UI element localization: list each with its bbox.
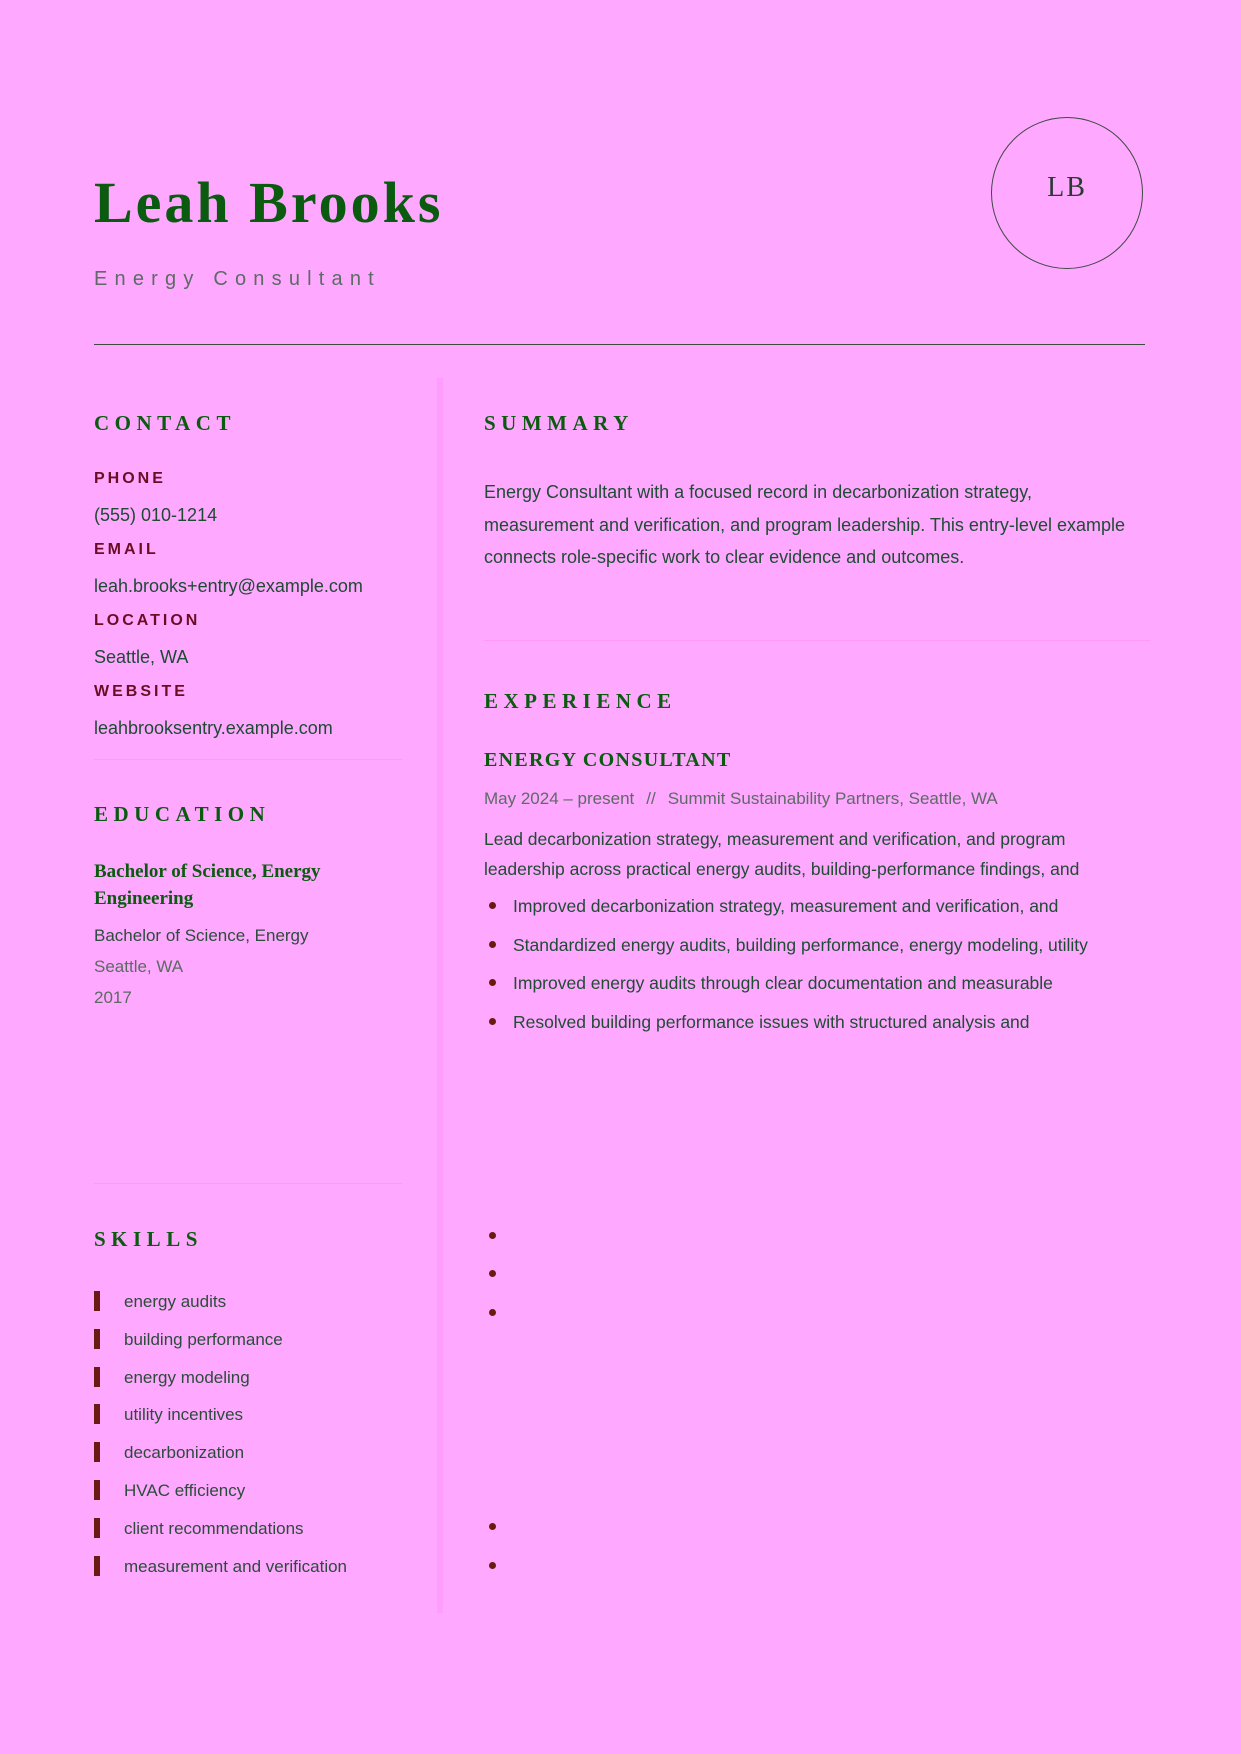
summary-divider (484, 640, 1150, 641)
job-company: Summit Sustainability Partners, Seattle, WA (667, 789, 998, 808)
job-bullet: Standardized energy audits, building performance, energy modeling, utility (513, 935, 1088, 955)
job-description: Lead decarbonization strategy, measurement and verification, and program leadership across practical energy audits, building-performance findings, and (484, 829, 1080, 879)
bullet-dot (489, 1562, 496, 1569)
job-bullet: Improved decarbonization strategy, measurement and verification, and (513, 896, 1059, 916)
education-location: Seattle, WA (94, 957, 184, 976)
job-bullet: Improved energy audits through clear documentation and measurable (513, 973, 1053, 993)
header-divider (94, 344, 1145, 345)
skill-item: utility incentives (124, 1405, 244, 1424)
email-label: EMAIL (94, 541, 159, 558)
phone-label: PHONE (94, 470, 166, 487)
skill-item: client recommendations (124, 1519, 304, 1538)
skill-marker (94, 1518, 100, 1538)
column-divider (437, 378, 443, 1613)
skill-marker (94, 1442, 100, 1462)
location-label: LOCATION (94, 612, 201, 629)
education-year: 2017 (94, 988, 132, 1007)
bullet-dot (489, 1270, 496, 1277)
bullet-dot (489, 902, 496, 909)
contact-heading: CONTACT (94, 411, 236, 435)
education-heading: EDUCATION (94, 802, 271, 826)
experience-heading: EXPERIENCE (484, 689, 677, 713)
education-degree: Bachelor of Science, Energy Engineering (94, 861, 321, 909)
candidate-role: Energy Consultant (94, 268, 381, 290)
email-value: leah.brooks+entry@example.com (94, 576, 363, 596)
job-bullet: Resolved building performance issues with structured analysis and (513, 1012, 1030, 1032)
skills-heading: SKILLS (94, 1227, 203, 1251)
job-meta (484, 788, 998, 810)
bullet-dot (489, 1018, 496, 1025)
monogram-badge (991, 117, 1143, 269)
education-detail: Bachelor of Science, Energy (94, 926, 309, 945)
skill-marker (94, 1291, 100, 1311)
skill-item: measurement and verification (124, 1557, 348, 1576)
skill-item: HVAC efficiency (124, 1481, 246, 1500)
skill-item: decarbonization (124, 1443, 245, 1462)
job-title: ENERGY CONSULTANT (484, 749, 732, 771)
education-divider (94, 1183, 402, 1184)
bullet-dot (489, 1523, 496, 1530)
skill-marker (94, 1404, 100, 1424)
skill-item: building performance (124, 1330, 283, 1349)
phone-value: (555) 010-1214 (94, 505, 218, 525)
summary-text: Energy Consultant with a focused record in decarbonization strategy, measurement and verification, and program leadership. This entry-level example connects role-specific work to clear evidence and outcomes. (484, 482, 1125, 567)
bullet-dot (489, 1309, 496, 1316)
website-label: WEBSITE (94, 683, 188, 700)
job-dates: May 2024 – present (484, 789, 635, 808)
website-value: leahbrooksentry.example.com (94, 718, 333, 738)
skill-marker (94, 1367, 100, 1387)
skill-item: energy modeling (124, 1368, 250, 1387)
bullet-dot (489, 941, 496, 948)
bullet-dot (489, 979, 496, 986)
summary-heading: SUMMARY (484, 411, 634, 435)
contact-divider (94, 759, 402, 760)
job-separator: // (646, 789, 656, 808)
skill-item: energy audits (124, 1292, 227, 1311)
monogram-initials: LB (1047, 172, 1087, 203)
bullet-dot (489, 1232, 496, 1239)
candidate-name: Leah Brooks (94, 170, 444, 235)
skill-marker (94, 1480, 100, 1500)
skill-marker (94, 1556, 100, 1576)
location-value: Seattle, WA (94, 647, 189, 667)
skill-marker (94, 1329, 100, 1349)
